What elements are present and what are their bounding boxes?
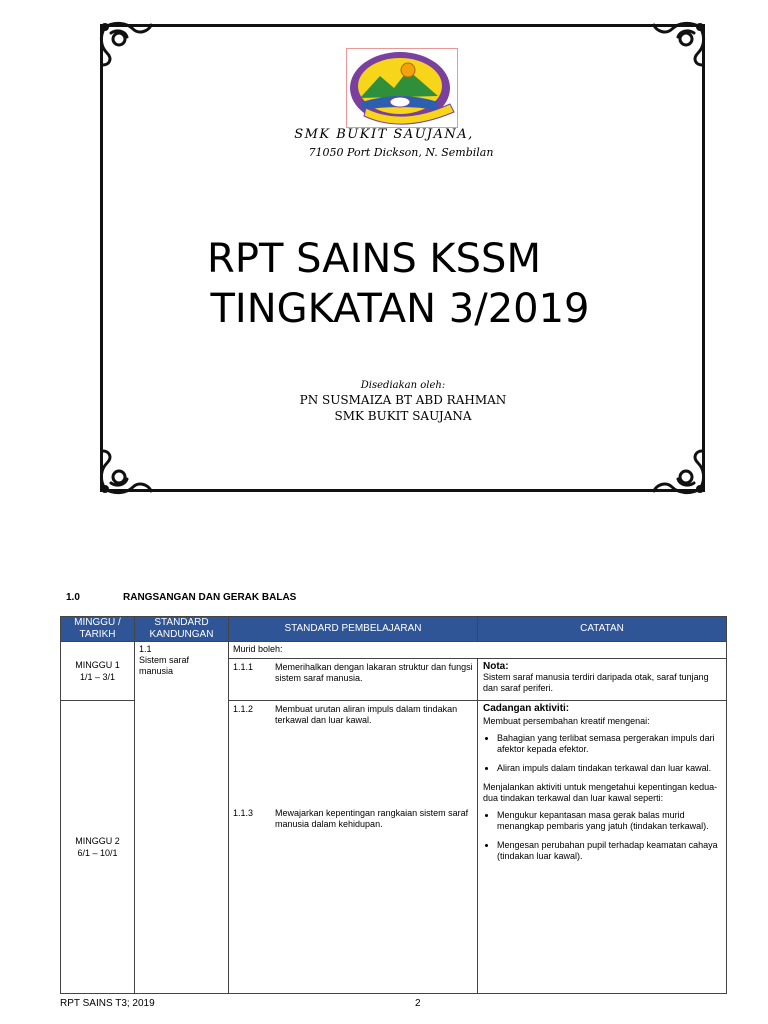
murid-boleh-cell <box>229 642 727 659</box>
list-item: • Aliran impuls dalam tindakan terkawal dan luar kawal. <box>497 763 721 774</box>
week2-label: MINGGU 2 <box>75 836 120 846</box>
learning-standard-cell <box>229 659 478 701</box>
sp-code: 1.1.3 <box>233 808 254 818</box>
school-logo-icon <box>346 48 458 128</box>
corner-ornament-icon <box>97 449 157 497</box>
header-sk-line1: STANDARD <box>154 617 209 628</box>
note-text: Sistem saraf manusia terdiri daripada otak, saraf tunjang dan saraf periferi. <box>483 672 709 693</box>
sk-code: 1.1 <box>139 644 152 654</box>
activity-heading: Cadangan aktiviti: <box>483 703 570 714</box>
page-number: 2 <box>415 998 421 1009</box>
sp-text: Mewajarkan kepentingan rangkaian sistem saraf manusia dalam kehidupan. <box>275 808 469 829</box>
table-header-row <box>61 617 727 642</box>
week1-cell <box>61 642 135 701</box>
learning-standard-item <box>229 659 477 687</box>
note-block <box>478 659 726 696</box>
rpt-table <box>60 616 727 994</box>
list-item: • Bahagian yang terlibat semasa pergerakan impuls dari afektor kepada efektor. <box>497 733 721 755</box>
section-heading <box>66 592 296 603</box>
header-week-line1: MINGGU / <box>74 617 121 628</box>
learning-standard-item <box>229 701 477 729</box>
sp-text: Memerihalkan dengan lakaran struktur dan fungsi sistem saraf manusia. <box>275 662 473 683</box>
header-week <box>61 617 135 642</box>
header-week-line2: TARIKH <box>79 629 116 640</box>
school-name: SMK BUKIT SAUJANA, <box>294 127 474 142</box>
school-address: 71050 Port Dickson, N. Sembilan <box>308 146 494 159</box>
header-sk-line2: KANDUNGAN <box>149 629 214 640</box>
corner-ornament-icon <box>648 19 708 67</box>
author-school: SMK BUKIT SAUJANA <box>334 409 472 423</box>
corner-ornament-icon <box>97 19 157 67</box>
activity-intro: Menjalankan aktiviti untuk mengetahui kepentingan kedua-dua tindakan terkawal dan luar kawal seperti: <box>483 782 718 803</box>
sk-title: Sistem saraf manusia <box>139 655 190 676</box>
murid-boleh-label: Murid boleh: <box>233 644 283 654</box>
header-content-standard <box>135 617 229 642</box>
section-title: RANGSANGAN DAN GERAK BALAS <box>123 592 297 603</box>
prepared-by-label: Disediakan oleh: <box>360 380 446 391</box>
list-item: • Mengesan perubahan pupil terhadap keamatan cahaya (tindakan luar kawal). <box>497 840 721 862</box>
activity-list <box>483 810 721 862</box>
author-name: PN SUSMAIZA BT ABD RAHMAN <box>299 393 507 407</box>
notes-cell <box>478 701 727 994</box>
note-heading: Nota: <box>483 661 509 672</box>
sp-code: 1.1.1 <box>233 662 254 672</box>
activity-block <box>478 701 726 872</box>
sp-code: 1.1.2 <box>233 704 254 714</box>
document-title-line2: TINGKATAN 3/2019 <box>210 286 590 332</box>
table-row <box>61 642 727 659</box>
activity-list <box>483 733 721 774</box>
learning-standard-item <box>229 805 477 833</box>
activity-intro: Membuat persembahan kreatif mengenai: <box>483 716 650 726</box>
week2-cell <box>61 701 135 994</box>
section-number: 1.0 <box>66 592 80 603</box>
notes-cell <box>478 659 727 701</box>
header-learning-standard: STANDARD PEMBELAJARAN <box>229 617 478 642</box>
sp-text: Membuat urutan aliran impuls dalam tindakan terkawal dan luar kawal. <box>275 704 458 725</box>
learning-standard-cell <box>229 701 478 994</box>
corner-ornament-icon <box>648 449 708 497</box>
list-item: • Mengukur kepantasan masa gerak balas murid menangkap pembaris yang jatuh (tindakan terkawal). <box>497 810 721 832</box>
footer-label: RPT SAINS T3; 2019 <box>60 998 155 1009</box>
week1-label: MINGGU 1 <box>75 660 120 670</box>
content-standard-cell <box>135 642 229 994</box>
document-title-line1: RPT SAINS KSSM <box>207 236 541 282</box>
header-notes: CATATAN <box>478 617 727 642</box>
week1-date: 1/1 – 3/1 <box>79 672 116 682</box>
week2-date: 6/1 – 10/1 <box>77 848 118 858</box>
